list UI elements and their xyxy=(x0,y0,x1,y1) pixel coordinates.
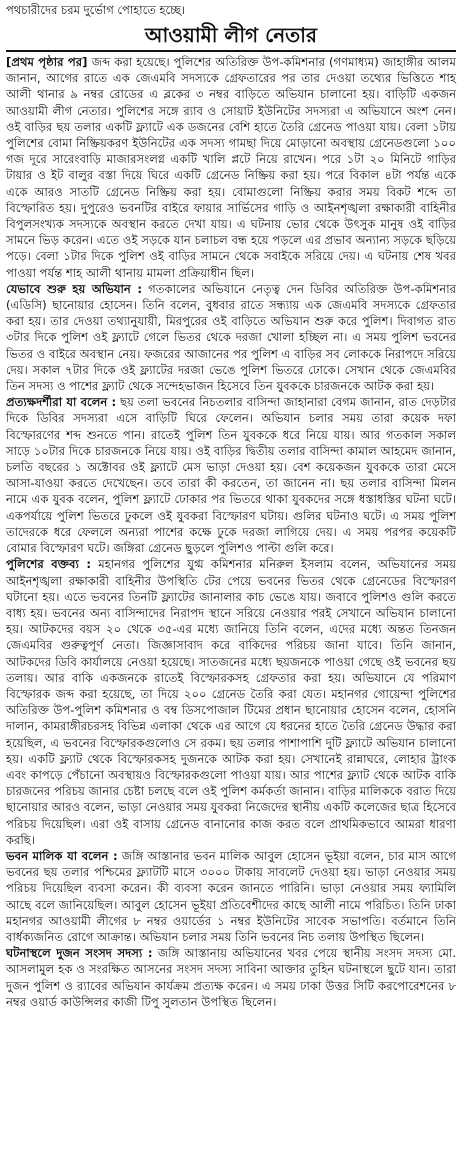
paragraph-text: জব্দ করা হয়েছে। পুলিশের অতিরিক্ত উপ-কমিশনার (গণমাধ্যম) জাহাঙ্গীর আলম জানান, আগের রাতে এক জেএমবি সদস্যকে গ্রেফতারের পর তার দেওয়া তথ্যের ভিত্তিতে শাহ আলী থানার ৯ নম্বর রোডের এ ব্লকের ৩ নম্বর বাড়িতে অভিযান চালানো হয়। বাড়িটি একজন আওয়ামী লীগ নেতার। পুলিশের সঙ্গে র‌্যাব ও সোয়াট ইউনিটের সদস্যরা এ অভিযানে অংশ নেন। ওই বাড়ির ছয় তলার একটি ফ্ল্যাটে এক ডজনের বেশি হাতে তৈরি গ্রেনেড পাওয়া যায়। বেলা ১টায় পুলিশের বোমা নিষ্ক্রিয়করণ ইউনিটের এক সদস্য গামছা দিয়ে মোড়ানো অবস্থায় গ্রেনেডগুলো ১০০ গজ দূরে সারেংবাড়ি মাজারসংলগ্ন একটি খালি প্লটে নিয়ে রাখেন। পরে ১টা ২০ মিনিটে গাড়ির টায়ার ও ইট বালুর বস্তা দিয়ে ঘিরে একটি গ্রেনেড নিষ্ক্রিয় করা হয়। পরে বিকাল ৪টা পর্যন্ত একে একে আরও সাতটি গ্রেনেড নিষ্ক্রিয় করা হয়। বোমাগুলো নিষ্ক্রিয় করার সময় বিকট শব্দে তা বিস্ফোরিত হয়। দুপুরেও ভবনটির বাইরে ফায়ার সার্ভিসের গাড়ি ও আইনশৃঙ্খলা রক্ষাকারী বাহিনীর বিপুলসংখ্যক সদস্যকে অবস্থান করতে দেখা যায়। এ ঘটনায় ভোর থেকে উৎসুক মানুষ ওই বাড়ির সামনে ভিড় করেন। এতে ওই সড়কে যান চলাচল বন্ধ হয়ে পড়লে এর প্রভাব অন্যান্য সড়কে ছড়িয়ে পড়ে। বেলা ১টার দিকে পুলিশ ওই বাড়ির সামনে থেকে সবাইকে সরিয়ে দেয়। এ ঘটনায় শেষ খবর পাওয়া পর্যন্ত শাহ আলী থানায় মামলা প্রক্রিয়াধীন ছিল। xyxy=(6,55,456,280)
paragraph-text: গতকালের অভিযানে নেতৃত্ব দেন ডিবির অতিরিক্ত উপ-কমিশনার (এডিসি) ছানোয়ার হোসেন। তিনি বলেন, বুধবার রাতে সন্ধ্যায় এক জেএমবি সদস্যকে গ্রেফতার করা হয়। তার দেওয়া তথ্যানুযায়ী, মিরপুরের ওই বাড়িতে অভিযান শুরু করে পুলিশ। দিবাগত রাত ৩টার দিকে পুলিশ ওই ফ্ল্যাটে গেলে ভিতর থেকে দরজা খোলা হচ্ছিল না। এ সময় পুলিশ ভবনের ভিতর ও বাইরে অবস্থান নেয়। ফজরের আজানের পর পুলিশ এ বাড়ির সব লোককে নিরাপদে সরিয়ে দেয়। সকাল ৭টার দিকে ওই ফ্ল্যাটের দরজা ভেঙে পুলিশ ভিতরে ঢোকে। সেখান থেকে জেএমবির তিন সদস্য ও পাশের ফ্ল্যাট থেকে সন্দেহভাজন হিসেবে তিন যুবককে চারজনকে আটক করা হয়। xyxy=(6,281,457,394)
article-paragraph xyxy=(6,945,456,1010)
paragraph-text: ছয় তলা ভবনের নিচতলার বাসিন্দা জাহানারা বেগম জানান, রাত দেড়টার দিকে ডিবির সদস্যরা এসে বাড়িটি ঘিরে ফেলেন। অভিযান চলার সময় তারা কয়েক দফা বিস্ফোরণের শব্দ শুনতে পান। রাতেই পুলিশ তিন যুবককে ধরে নিয়ে যায়। আর গতকাল সকাল সাড়ে ১০টার দিকে চারজনকে নিয়ে যায়। ওই বাড়ির দ্বিতীয় তলার বাসিন্দা কামাল আহমেদ জানান, চলতি বছরের ১ অক্টোবর ওই ফ্ল্যাটে মেস ভাড়া দেওয়া হয়। বেশ কয়েকজন যুবককে তারা মেসে আসা-যাওয়া করতে দেখেছেন। তবে তারা কী করতেন, তা জানেন না। ছয় তলার বাসিন্দা মিলন নামে এক যুবক বলেন, পুলিশ ফ্ল্যাটে ঢোকার পর ভিতরে থাকা যুবকদের সঙ্গে ধস্তাধস্তির ঘটনা ঘটে। একপর্যায়ে পুলিশ ভিতরে ঢুকলে ওই যুবকরা বিস্ফোরণ ঘটায়। গুলির ঘটনাও ঘটে। এ সময় পুলিশ তাদেরকে ধরে ফেললে অন্যরা পাশের কক্ষে ঢুকে দরজা লাগিয়ে দেয়। এ সময় পরপর কয়েকটি বোমার বিস্ফোরণ ঘটে। জঙ্গিরা গ্রেনেড ছুড়লে পুলিশও পাল্টা গুলি করে। xyxy=(6,395,457,556)
article-paragraph xyxy=(6,281,456,394)
paragraph-text: জঙ্গি আস্তানার ভবন মালিক আবুল হোসেন ভূইয়া বলেন, চার মাস আগে ভবনের ছয় তলার পশ্চিমের ফ্ল্যাটটি মাসে ৩০০০ টাকায় সাবলেট দেওয়া হয়। ভাড়া নেওয়ার সময় পরিচয় দিয়েছিল ব্যবসা করেন। কী ব্যবসা করেন জানতে পারিনি। ভাড়া নেওয়ার সময় ফ্যামিলি আছে বলে জানিয়েছিল। আবুল হোসেন ভূইয়া প্রতিবেশীদের কাছে আলী নামে পরিচিত। তিনি ঢাকা মহানগর আওয়ামী লীগের ৮ নম্বর ওয়ার্ডের ১ নম্বর ইউনিটের সাবেক সভাপতি। বর্তমানে তিনি বার্ধক্যজনিত রোগে আক্রান্ত। অভিযান চলার সময় তিনি ভবনের নিচ তলায় উপস্থিত ছিলেন। xyxy=(6,848,457,944)
paragraph-text: মহানগর পুলিশের যুগ্ম কমিশনার মনিরুল ইসলাম বলেন, অভিযানের সময় আইনশৃঙ্খলা রক্ষাকারী বাহিনীর উপস্থিতি টের পেয়ে ভবনের ভিতর থেকে গ্রেনেডের বিস্ফোরণ ঘটানো হয়। এতে ভবনের তিনটি ফ্ল্যাটের জানালার কাচ ভেঙে যায়। জবাবে পুলিশও গুলি করতে বাধ্য হয়। ভবনের অন্য বাসিন্দাদের নিরাপদ স্থানে সরিয়ে নেওয়ার পরই সেখানে অভিযান চালানো হয়। আটকদের বয়স ২০ থেকে ৩৫-এর মধ্যে জানিয়ে তিনি বলেন, এদের মধ্যে অন্তত তিনজন জেএমবির গুরুত্বপূর্ণ নেতা। জিজ্ঞাসাবাদ করে বাকিদের পরিচয় জানা যাবে। তিনি জানান, আটকদের ডিবি কার্যালয়ে নেওয়া হয়েছে। সাতজনের মধ্যে ছয়জনকে পাওয়া গেছে ওই ভবনের ছয় তলায়। আর বাকি একজনকে রাতেই বিস্ফোরকসহ গ্রেফতার করা হয়। অভিযানে যে পরিমাণ বিস্ফোরক জব্দ করা হয়েছে, তা দিয়ে ২০০ গ্রেনেড তৈরি করা যেত। মহানগর গোয়েন্দা পুলিশের অতিরিক্ত উপ-পুলিশ কমিশনার ও বম্ব ডিসপোজাল টিমের প্রধান ছানোয়ার হোসেন বলেন, হোসনি দালান, কামরাঙ্গীরচরসহ বিভিন্ন এলাকা থেকে এর আগে যে ধরনের হাতে তৈরি গ্রেনেড উদ্ধার করা হয়েছিল, এ ভবনের বিস্ফোরকগুলোও সে রকম। ছয় তলার পাশাপাশি দুটি ফ্ল্যাটে অভিযান চালানো হয়। একটি ফ্ল্যাট থেকে বিস্ফোরকসহ দুজনকে আটক করা হয়। সেখানেই রান্নাঘরে, লোহার ট্রাংক এবং কাপড়ে পেঁচানো অবস্থায়ও বিস্ফোরকগুলো পাওয়া যায়। আর পাশের ফ্ল্যাট থেকে আটক বাকি চারজনের পরিচয় জানার চেষ্টা চলছে বলে ওই পুলিশ কর্মকর্তা জানান। বাড়ির মালিককে বরাত দিয়ে ছানোয়ার আরও বলেন, ভাড়া নেওয়ার সময় যুবকরা নিজেদের স্থানীয় একটি কলেজের ছাত্র হিসেবে পরিচয় দিয়েছিল। এরা ওই বাসায় গ্রেনেড বানানোর কাজ করত বলে প্রাথমিকভাবে আমরা ধারণা করছি। xyxy=(6,557,456,847)
headline: আওয়ামী লীগ নেতার xyxy=(145,23,317,47)
jump-label: [ প্রথম পৃষ্ঠার পর ] xyxy=(6,55,92,69)
subhead: যেভাবে শুরু হয় অভিযান : xyxy=(6,281,142,296)
subhead: ঘটনাস্থলে দুজন সংসদ সদস্য : xyxy=(6,946,153,961)
headline-rule xyxy=(6,50,456,52)
subhead: প্রত্যক্ষদর্শীরা যা বলেন : xyxy=(6,395,117,410)
article-paragraph xyxy=(6,394,456,556)
subhead: ভবন মালিক যা বলেন : xyxy=(6,848,118,863)
article-paragraph xyxy=(6,556,456,848)
article-paragraph xyxy=(6,54,456,281)
article-paragraph xyxy=(6,848,456,945)
paragraph-text: জঙ্গি আস্তানায় অভিযানের খবর পেয়ে স্থানীয় সংসদ সদস্য মো. আসলামুল হক ও সংরক্ষিত আসনের সংসদ সদস্য সাবিনা আক্তার তুহিন ঘটনাস্থলে ছুটে যান। তারা দুজন পুলিশ ও র‌্যাবের অভিযান কার্যক্রম প্রত্যক্ষ করেন। এ সময় ঢাকা উত্তর সিটি করপোরেশনের ৮ নম্বর ওয়ার্ড কাউন্সিলর কাজী টিপু সুলতান উপস্থিত ছিলেন। xyxy=(6,946,457,1009)
article-body xyxy=(0,54,462,1010)
subhead: পুলিশের বক্তব্য : xyxy=(6,557,92,572)
previous-column-tail: পথচারীদের চরম দুর্ভোগ পোহাতে হচ্ছে। xyxy=(6,3,186,17)
